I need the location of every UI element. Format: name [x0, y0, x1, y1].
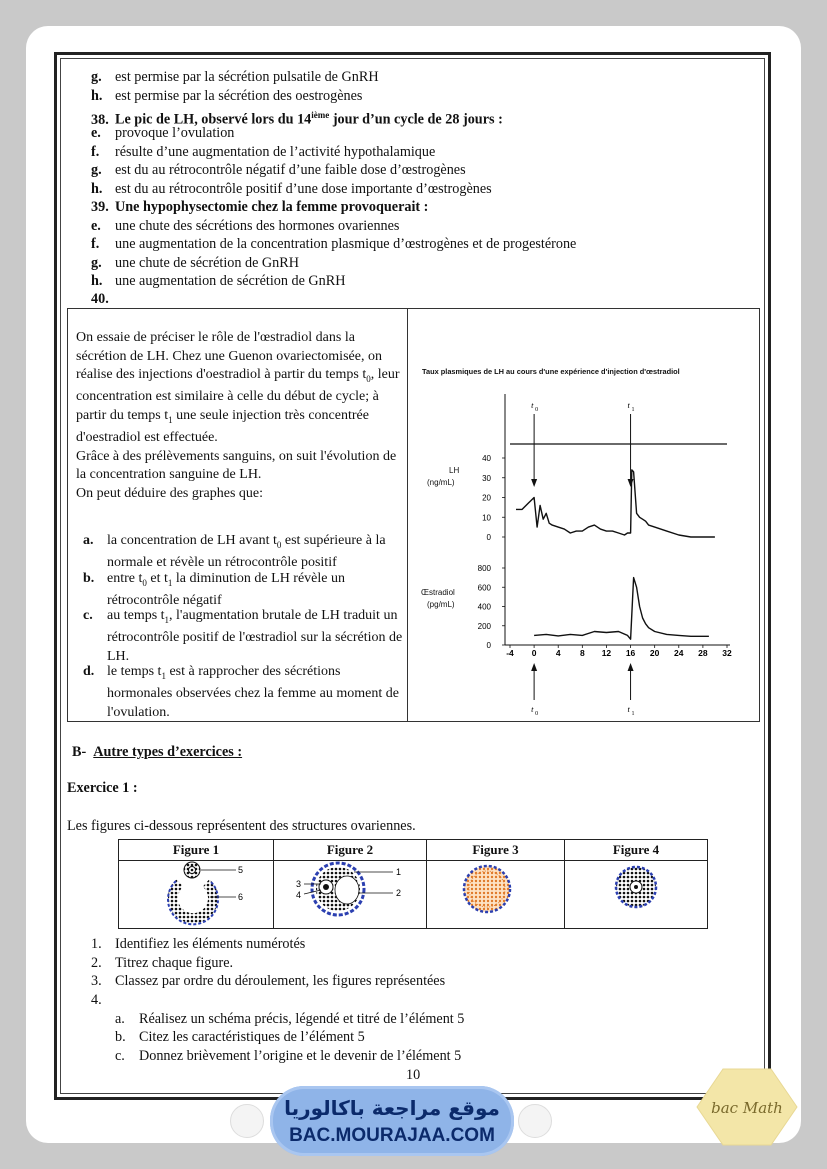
q39-option-f: f. une augmentation de la concentration plasmique d’œstrogènes et de progestérone [91, 236, 577, 252]
oestradiol-ylabel-unit: (pg/mL) [427, 600, 455, 609]
y-tick-label-1-0: 800 [477, 564, 491, 573]
q40-intro-p2: Grâce à des prélèvements sanguins, on suit l'évolution de la concentration sanguine de LH. [76, 448, 397, 483]
series-line-stradiol [534, 578, 709, 640]
page-number: 10 [406, 1067, 421, 1083]
section-b-heading: B- Autre types d’exercices : [72, 744, 243, 760]
q40-intro-p1: On essaie de préciser le rôle de l'œstradiol dans la sécrétion de LH. Chez une Guenon ovariectomisée, on réalise des injections d'oestradiol à partir du temps $t_0$, leur concentration est similaire à celle du début de cycle; à partir du temps $t_1$ une seule injection très concentrée d'oestradiol est effectuée. [76, 330, 400, 446]
option-h-prev: h. est permise par la sécrétion des oestrogènes [91, 88, 363, 104]
lh-ylabel: LH [449, 466, 460, 475]
q40-intro-p3: On peut déduire des graphes que: [76, 485, 263, 501]
figure-1-title: Figure 1 [119, 840, 273, 861]
site-banner[interactable] [270, 1086, 514, 1156]
banner-site-url[interactable]: BAC.MOURAJAA.COM [289, 1125, 495, 1146]
left-logo-icon [230, 1104, 264, 1138]
x-tick-label-6: 20 [649, 648, 660, 658]
figure-2-title: Figure 2 [274, 840, 426, 861]
chart-title: Taux plasmiques de LH au cours d'une expérience d'injection d'œstradiol [422, 367, 680, 376]
q38-option-f: f. résulte d’une augmentation de l’activité hypothalamique [91, 144, 436, 160]
question-4: 4. [91, 992, 102, 1008]
figure-4-title: Figure 4 [565, 840, 707, 861]
marker-arrowhead-bottom-t1 [628, 663, 634, 671]
fig2-label-2: 2 [396, 888, 402, 898]
marker-arrowhead-top-t0 [531, 479, 537, 487]
y-tick-label-1-4: 0 [486, 641, 491, 650]
x-tick-label-5: 16 [625, 648, 636, 658]
question-1: 1. Identifiez les éléments numérotés [91, 936, 306, 952]
q38-option-h: h. est du au rétrocontrôle positif d’une dose importante d’œstrogènes [91, 181, 492, 197]
fig1-label-6: 6 [238, 892, 244, 902]
ovarian-figures [118, 859, 708, 929]
y-tick-label-1-2: 400 [477, 602, 491, 612]
fig2-label-1: 1 [396, 867, 402, 877]
question-4a: a. Réalisez un schéma précis, légendé et titré de l’élément 5 [115, 1011, 465, 1027]
fig1-label-5: 5 [238, 865, 244, 875]
y-tick-label-0-4: 0 [486, 533, 491, 542]
banner-arabic-text: موقع مراجعة باكالوريا [284, 1096, 500, 1120]
q39-option-h: h. une augmentation de sécrétion de GnRH [91, 273, 346, 289]
lh-ylabel-unit: (ng/mL) [427, 478, 455, 487]
figure-3-title: Figure 3 [427, 840, 564, 861]
y-tick-label-0-3: 10 [482, 513, 491, 523]
marker-bottom-sub-t0: 0 [535, 711, 539, 717]
question-4c: c. Donnez brièvement l’origine et le devenir de l’élément 5 [115, 1048, 462, 1064]
x-tick-label-9: 32 [722, 648, 732, 658]
q40-option-a: a. la concentration de LH avant $t_0$ est supérieure à la normale et révèle un rétrocontrôle positif [83, 533, 386, 571]
oestradiol-ylabel: Œstradiol [421, 588, 455, 597]
marker-top-t0: t [531, 400, 534, 410]
bac-math-logo-text: bac Math [711, 1099, 783, 1117]
y-tick-label-0-0: 40 [482, 454, 491, 463]
exercise-1-title: Exercice 1 : [67, 780, 138, 796]
figure-1-drawing [168, 862, 243, 924]
question-38: 38. Le pic de LH, observé lors du 14ième jour d’un cycle de 28 jours : [91, 110, 503, 128]
x-tick-label-8: 28 [698, 648, 708, 658]
marker-bottom-t1: t [627, 704, 630, 714]
question-2: 2. Titrez chaque figure. [91, 955, 234, 971]
marker-top-sub-t1: 1 [631, 407, 635, 413]
q39-option-g: g. une chute de sécrétion de GnRH [91, 255, 299, 271]
q38-option-e: e. provoque l’ovulation [91, 125, 235, 141]
y-tick-label-0-1: 30 [482, 473, 491, 483]
marker-bottom-sub-t1: 1 [631, 711, 635, 717]
y-tick-label-1-1: 600 [477, 583, 491, 593]
question-3: 3. Classez par ordre du déroulement, les figures représentées [91, 973, 446, 989]
question-4b: b. Citez les caractéristiques de l’élément 5 [115, 1029, 365, 1045]
q39-option-e: e. une chute des sécrétions des hormones ovariennes [91, 218, 400, 234]
q40-option-c: c. au temps $t_1$, l'augmentation brutale de LH traduit un rétrocontrôle positif de l'œstradiol sur la sécrétion de LH. [83, 608, 403, 664]
x-tick-label-1: 0 [531, 648, 537, 658]
fig2-label-4: 4 [296, 890, 302, 900]
series-line-lh [516, 470, 715, 537]
y-tick-label-0-2: 20 [482, 493, 491, 503]
y-tick-label-1-3: 200 [477, 621, 491, 631]
fig2-label-3: 3 [296, 879, 302, 889]
x-tick-label-7: 24 [674, 648, 684, 658]
figure-2-drawing [296, 863, 401, 915]
marker-arrowhead-bottom-t0 [531, 663, 537, 671]
x-tick-label-3: 8 [579, 648, 585, 658]
right-logo-icon [518, 1104, 552, 1138]
option-g-prev: g. est permise par la sécrétion pulsatile de GnRH [91, 69, 379, 85]
marker-top-sub-t0: 0 [535, 407, 539, 413]
x-tick-label-4: 12 [601, 648, 612, 658]
q38-option-g: g. est du au rétrocontrôle négatif d’une faible dose d’œstrogènes [91, 162, 466, 178]
marker-top-t1: t [627, 400, 630, 410]
figure-4-drawing [616, 867, 656, 907]
x-tick-label-2: 4 [555, 648, 561, 658]
question-39: 39. Une hypophysectomie chez la femme provoquerait : [91, 199, 429, 215]
q40-option-b: b. entre $t_0$ et $t_1$ la diminution de LH révèle un rétrocontrôle négatif [83, 571, 345, 609]
marker-arrowhead-top-t1 [628, 479, 634, 487]
marker-bottom-t0: t [531, 704, 534, 714]
bac-math-badge [695, 1067, 799, 1147]
question-40: 40. [91, 291, 109, 307]
x-tick-label-0: -4 [506, 648, 514, 658]
q40-option-d: d. le temps $t_1$ est à rapprocher des sécrétions hormonales observées chez la femme au moment de l'ovulation. [83, 664, 399, 720]
figure-3-drawing [464, 866, 510, 912]
exercise-1-intro: Les figures ci-dessous représentent des structures ovariennes. [67, 818, 416, 834]
